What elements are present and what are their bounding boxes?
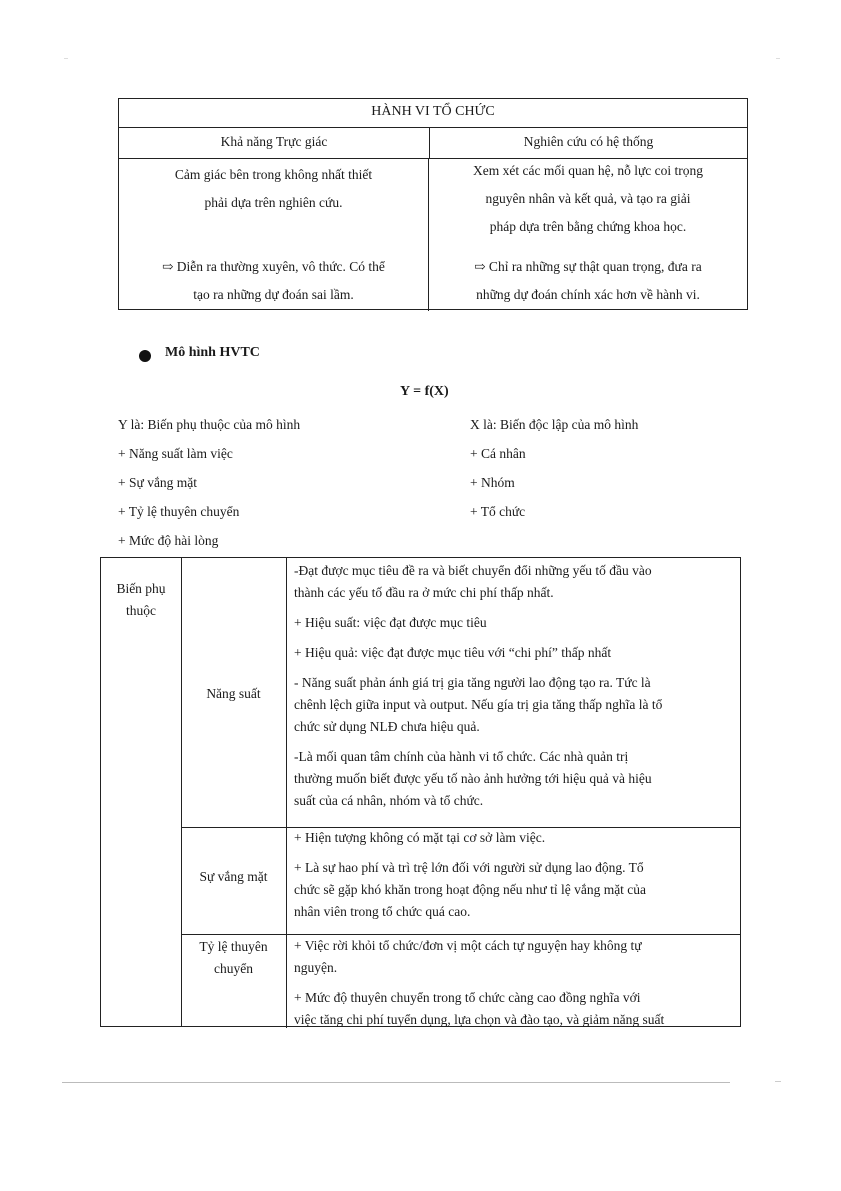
- independent-heading: X là: Biến độc lập của mô hình: [470, 417, 639, 432]
- independent-variables-list: [470, 414, 638, 530]
- row-label-absenteeism: [181, 828, 287, 934]
- text-line: -Đạt được mục tiêu đề ra và biết chuyển đổi những yếu tố đầu vào: [294, 563, 652, 578]
- header-systematic-study: Nghiên cứu có hệ thống: [523, 134, 654, 149]
- text-line: chuyển: [214, 961, 253, 976]
- list-item: + Nhóm: [470, 475, 515, 490]
- dependent-variables-list: [118, 414, 300, 559]
- text-line: Năng suất: [206, 686, 261, 701]
- intuition-cell: [119, 159, 429, 311]
- text-line: chức sẽ gặp khó khăn trong hoạt động nếu như tỉ lệ vắng mặt của: [294, 882, 647, 897]
- text-line: Biến phụ: [116, 581, 166, 596]
- list-item: + Tỷ lệ thuyên chuyển: [118, 504, 240, 519]
- text-line: + Việc rời khỏi tổ chức/đơn vị một cách tự nguyện hay không tự: [294, 938, 642, 953]
- text-line: việc tăng chi phí tuyển dụng, lựa chọn và đào tạo, và giảm năng suất: [294, 1012, 665, 1027]
- list-item: + Sự vắng mặt: [118, 475, 198, 490]
- text-line: Tỷ lệ thuyên: [199, 939, 268, 954]
- systematic-study-cell: [429, 159, 747, 311]
- text-line: nguyên nhân và kết quả, và tạo ra giải: [485, 191, 691, 206]
- text-line: chênh lệch giữa input và output. Nếu gía trị gia tăng thấp nghĩa là tổ: [294, 697, 663, 712]
- text-line: Sự vắng mặt: [199, 869, 268, 884]
- text-line: ⇨ Chỉ ra những sự thật quan trọng, đưa ra: [474, 259, 702, 274]
- text-line: + Hiện tượng không có mặt tại cơ sở làm việc.: [294, 830, 546, 845]
- footer-divider: [62, 1082, 730, 1083]
- scan-mark: [775, 1081, 781, 1082]
- header-intuition: Khả năng Trực giác: [119, 128, 430, 158]
- text-line: những dự đoán chính xác hơn về hành vi.: [476, 287, 700, 302]
- text-line: suất của cá nhân, nhóm và tổ chức.: [294, 793, 484, 808]
- text-line: + Hiệu quả: việc đạt được mục tiêu với “chi phí” thấp nhất: [294, 645, 612, 660]
- list-item: + Năng suất làm việc: [118, 446, 233, 461]
- intuition-description: [119, 161, 428, 217]
- text-line: nguyện.: [294, 960, 338, 975]
- text-line: chức sử dụng NLĐ chưa hiệu quả.: [294, 719, 480, 734]
- scan-mark: [64, 58, 68, 59]
- comparison-table: [118, 98, 748, 310]
- text-line: + Mức độ thuyên chuyển trong tổ chức càng cao đồng nghĩa với: [294, 990, 641, 1005]
- bullet-icon: [139, 350, 151, 362]
- text-line: + Hiệu suất: việc đạt được mục tiêu: [294, 615, 487, 630]
- text-line: Cảm giác bên trong không nhất thiết: [174, 167, 373, 182]
- scan-mark: [776, 58, 780, 59]
- text-line: + Là sự hao phí và trì trệ lớn đối với người sử dụng lao động. Tổ: [294, 860, 644, 875]
- row-content-absenteeism: [288, 827, 740, 923]
- text-line: ⇨ Diễn ra thường xuyên, vô thức. Có thể: [162, 259, 385, 274]
- formula: Y = f(X): [400, 384, 449, 399]
- text-line: Xem xét các mối quan hệ, nỗ lực coi trọng: [473, 163, 703, 178]
- text-line: -Là mối quan tâm chính của hành vi tổ chức. Các nhà quản trị: [294, 749, 629, 764]
- table-header-row: [119, 128, 747, 159]
- list-item: + Tổ chức: [470, 504, 526, 519]
- systematic-study-conclusion: [429, 253, 747, 309]
- group-label-cell: [101, 558, 182, 1026]
- table-body-row: [119, 159, 747, 311]
- list-item: + Cá nhân: [470, 446, 526, 461]
- text-line: tạo ra những dự đoán sai lầm.: [193, 287, 354, 302]
- row-label-turnover: [181, 935, 287, 1028]
- list-item: + Mức độ hài lòng: [118, 533, 219, 548]
- text-line: thành các yếu tố đầu ra ở mức chi phí thấp nhất.: [294, 585, 554, 600]
- row-content-turnover: [288, 935, 740, 1031]
- text-line: - Năng suất phản ánh giá trị gia tăng người lao động tạo ra. Tức là: [294, 675, 651, 690]
- text-line: thuộc: [126, 603, 156, 618]
- section-title: Mô hình HVTC: [165, 345, 260, 360]
- dependent-variables-table: [100, 557, 741, 1027]
- text-line: nhân viên trong tổ chức quá cao.: [294, 904, 471, 919]
- dependent-heading: Y là: Biến phụ thuộc của mô hình: [118, 417, 301, 432]
- text-line: thường muốn biết được yếu tố nào ảnh hưởng tới hiệu quả và hiệu: [294, 771, 652, 786]
- text-line: pháp dựa trên bằng chứng khoa học.: [489, 219, 687, 234]
- row-label-productivity: [181, 558, 287, 827]
- table-title: HÀNH VI TỔ CHỨC: [119, 99, 747, 128]
- text-line: phải dựa trên nghiên cứu.: [204, 195, 343, 210]
- row-content-productivity: [288, 560, 740, 812]
- intuition-conclusion: [119, 253, 428, 309]
- systematic-study-description: [429, 157, 747, 241]
